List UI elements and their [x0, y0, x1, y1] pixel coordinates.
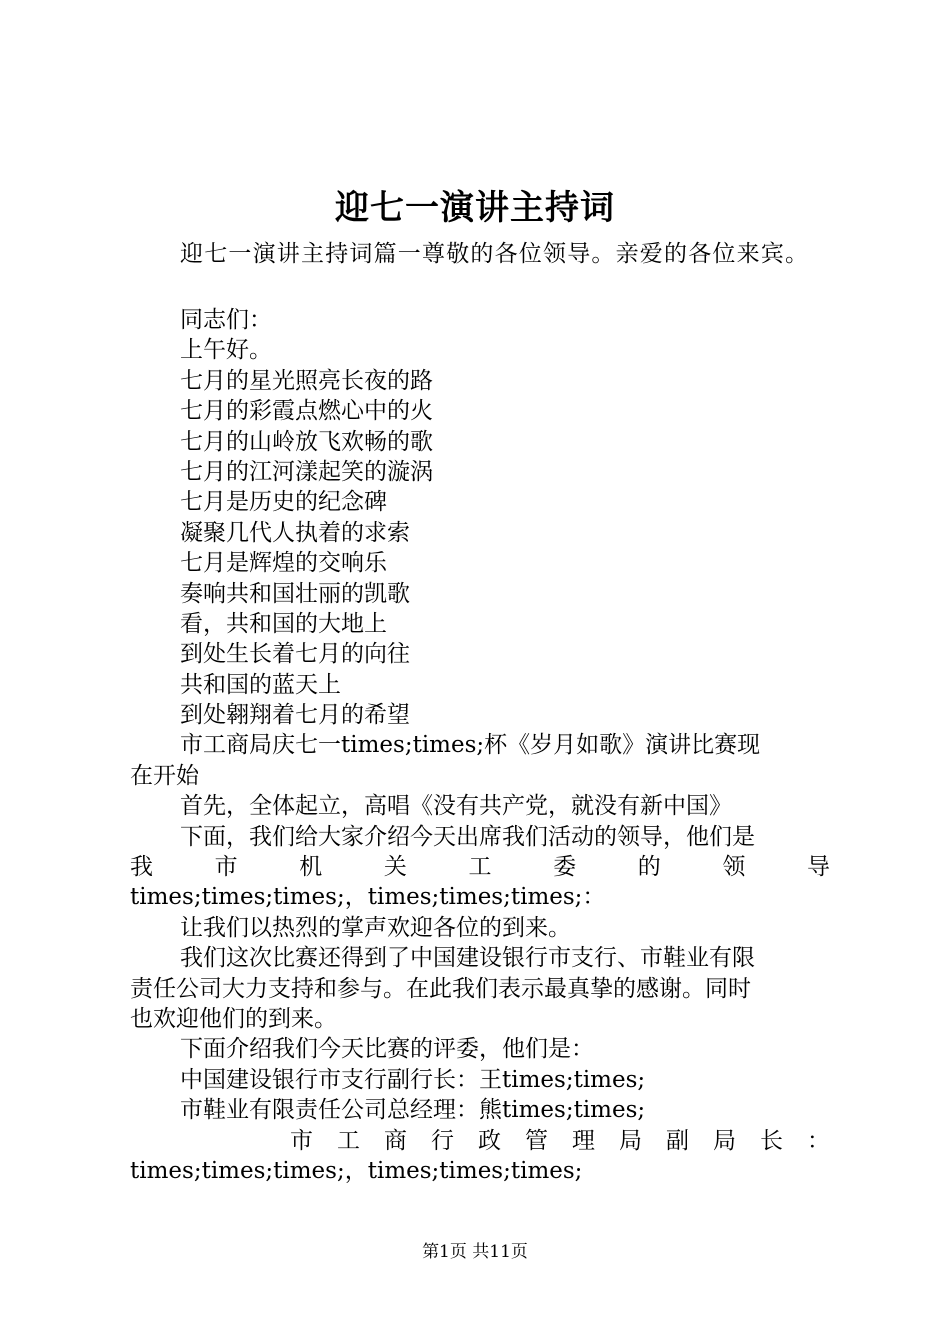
- text-line: 同志们：: [180, 307, 272, 333]
- justified-char: ：: [807, 1127, 830, 1154]
- text-line: 到处生长着七月的向往: [180, 641, 410, 668]
- text-line: 首先，全体起立，高唱《没有共产党，就没有新中国》: [180, 793, 732, 820]
- text-line: 七月是辉煌的交响乐: [180, 550, 387, 577]
- text-line: 凝聚几代人执着的求索: [180, 519, 410, 546]
- text-line: 七月的江河漾起笑的漩涡: [180, 458, 433, 485]
- justified-char: 领: [722, 854, 746, 881]
- page-footer: 第1页 共11页: [422, 1242, 528, 1262]
- text-line: 奏响共和国壮丽的凯歌: [180, 580, 410, 607]
- justified-char: 机: [299, 854, 323, 881]
- document-title: 迎七一演讲主持词: [335, 188, 615, 228]
- text-line: 市鞋业有限责任公司总经理：熊times;times;: [180, 1097, 646, 1124]
- justified-char: 导: [807, 854, 830, 881]
- justified-char: 管: [525, 1127, 548, 1154]
- text-line: 在开始: [130, 762, 199, 789]
- text-line: 七月的山岭放飞欢畅的歌: [180, 428, 433, 455]
- text-line: 责任公司大力支持和参与。在此我们表示最真挚的感谢。同时: [130, 975, 751, 1002]
- justified-char: 政: [478, 1127, 501, 1154]
- text-line: 下面介绍我们今天比赛的评委，他们是：: [180, 1036, 594, 1063]
- justified-char: 工: [468, 854, 492, 881]
- text-line: 让我们以热烈的掌声欢迎各位的到来。: [180, 914, 571, 941]
- text-line: 下面，我们给大家介绍今天出席我们活动的领导，他们是: [180, 823, 755, 850]
- text-line: 到处翱翔着七月的希望: [180, 702, 410, 729]
- document-body: [130, 236, 830, 1186]
- intro-line: 迎七一演讲主持词篇一尊敬的各位领导。亲爱的各位来宾。: [180, 241, 810, 267]
- justified-char: 工: [337, 1127, 360, 1154]
- justified-char: 行: [431, 1127, 454, 1154]
- justified-char: 的: [637, 854, 661, 881]
- paragraph-gap: [130, 273, 830, 305]
- text-line: times;times;times;，times;times;times;：: [130, 884, 606, 911]
- text-line: 七月的星光照亮长夜的路: [180, 367, 433, 394]
- justified-char: 副: [666, 1127, 689, 1154]
- justified-line: [130, 1126, 830, 1156]
- text-line: 共和国的蓝天上: [180, 671, 341, 698]
- text-line: 看，共和国的大地上: [180, 610, 387, 637]
- justified-char: 局: [619, 1127, 642, 1154]
- justified-char: 委: [553, 854, 577, 881]
- justified-char: 局: [713, 1127, 736, 1154]
- justified-char: 市: [214, 854, 238, 881]
- justified-line: [130, 852, 830, 882]
- text-line: 上午好。: [180, 337, 272, 364]
- justified-char: 长: [760, 1127, 783, 1154]
- text-line: 我们这次比赛还得到了中国建设银行市支行、市鞋业有限: [180, 945, 755, 972]
- justified-char: 商: [384, 1127, 407, 1154]
- text-line: 市工商局庆七一times;times;杯《岁月如歌》演讲比赛现: [180, 732, 761, 759]
- text-line: 七月是历史的纪念碑: [180, 489, 387, 516]
- text-line: times;times;times;，times;times;times;: [130, 1157, 583, 1184]
- text-line: 中国建设银行市支行副行长：王times;times;: [180, 1066, 646, 1093]
- justified-char: 关: [383, 854, 407, 881]
- text-line: 也欢迎他们的到来。: [130, 1005, 337, 1032]
- text-line: 七月的彩霞点燃心中的火: [180, 398, 433, 425]
- justified-char: 理: [572, 1127, 595, 1154]
- justified-char: 市: [290, 1127, 313, 1154]
- justified-char: 我: [130, 854, 153, 881]
